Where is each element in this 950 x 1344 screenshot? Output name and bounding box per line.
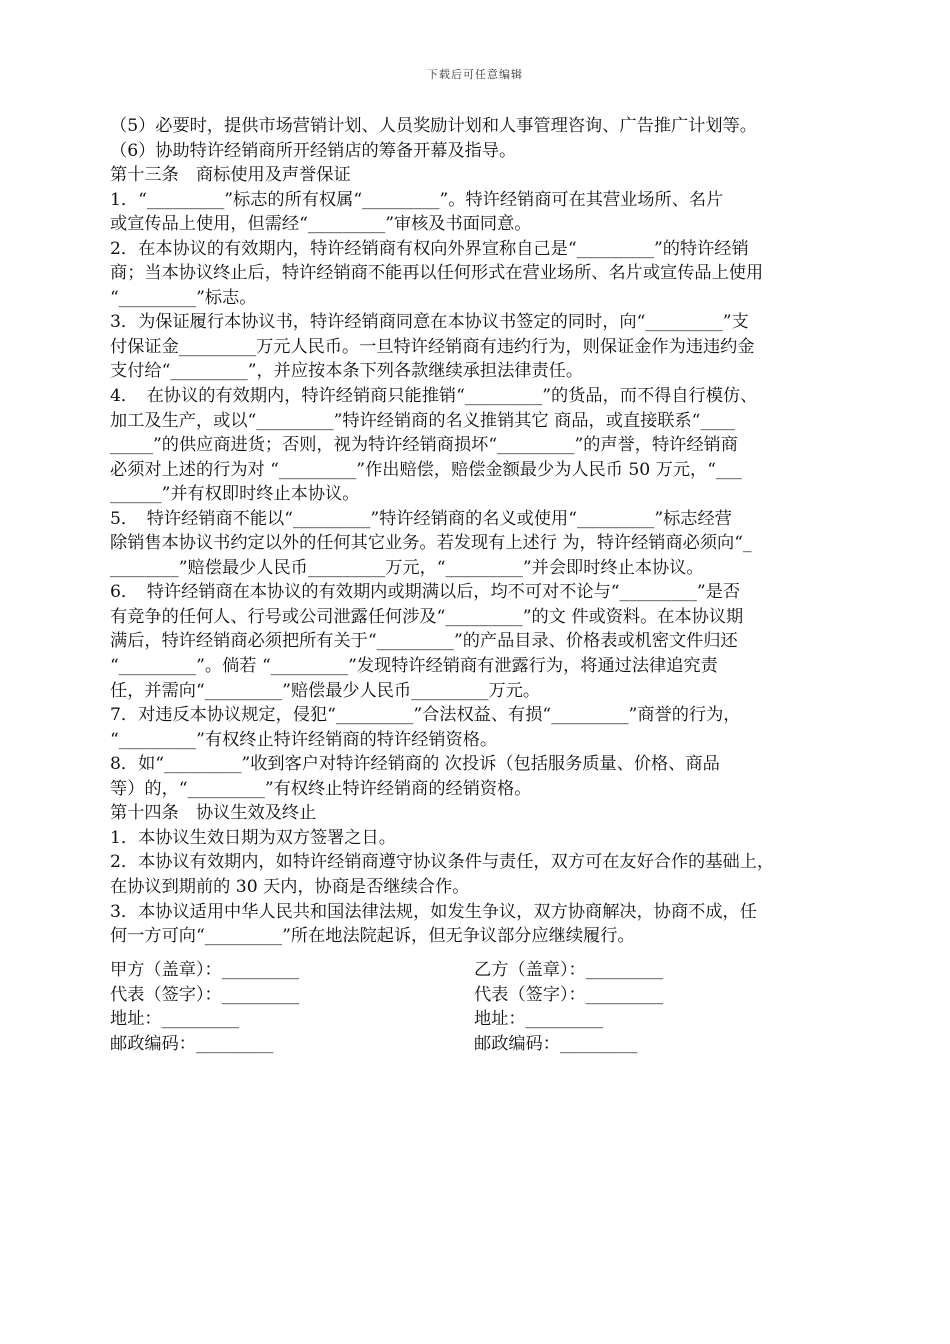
text-line: “_________”标志。 [110,287,257,308]
text-line: 有竞争的任何人、行号或公司泄露任何涉及“_________”的文 件或资料。在本协议期 [110,606,744,627]
text-line: 或宣传品上使用，但需经“_________”审核及书面同意。 [110,214,532,235]
signature-block [110,958,838,1056]
text-line: “_________”有权终止特许经销商的特许经销资格。 [110,729,498,750]
text-line: 2．本协议有效期内，如特许经销商遵守协议条件与责任，双方可在友好合作的基础上， [110,852,775,873]
party-b-postcode: 邮政编码：_________ [474,1033,638,1054]
document-body [110,114,838,949]
party-b-representative: 代表（签字）：_________ [474,984,664,1005]
text-line: 2．在本协议的有效期内，特许经销商有权向外界宣称自己是“_________”的特许经销 [110,238,749,259]
text-line: 3．为保证履行本协议书，特许经销商同意在本协议书签定的同时，向“_________”支 [110,312,749,333]
party-a-seal: 甲方（盖章）：_________ [110,960,300,980]
party-b-address: 地址：_________ [474,1009,603,1030]
text-line: （6）协助特许经销商所开经销店的筹备开幕及指导。 [110,140,517,161]
page-header: 下载后可任意编辑 [427,68,523,81]
text-line: 商；当本协议终止后，特许经销商不能再以任何形式在营业场所、名片或宣传品上使用 [110,263,764,284]
text-line: 加工及生产，或以“_________”特许经销商的名义推销其它 商品，或直接联系“____ [110,410,735,431]
text-line: 5． 特许经销商不能以“_________”特许经销商的名义或使用“_________”标志经营 [110,508,732,529]
text-line: ________”赔偿最少人民币_________万元，“_________”并会即时终止本协议。 [110,557,704,578]
section-heading: 第十三条 商标使用及声誉保证 [110,165,351,186]
text-line: 8．如“_________”收到客户对特许经销商的 次投诉（包括服务质量、价格、商品 [110,754,720,775]
text-line: 付保证金_________万元人民币。一旦特许经销商有违约行为，则保证金作为违违约金 [110,336,755,357]
text-line: _____”的供应商进货；否则，视为特许经销商损坏“_________”的声誉，特许经销商 [110,435,738,456]
signature-row [110,1007,838,1032]
party-a-address: 地址：_________ [110,1009,239,1030]
text-line: 支付给“_________”，并应按本条下列各款继续承担法律责任。 [110,361,584,382]
text-line: 除销售本协议书约定以外的任何其它业务。若发现有上述行 为，特许经销商必须向“_ [110,533,752,554]
text-line: 3．本协议适用中华人民共和国法律法规，如发生争议，双方协商解决，协商不成，任 [110,901,757,922]
text-line: 4． 在协议的有效期内，特许经销商只能推销“_________”的货品，而不得自行模仿、 [110,386,758,407]
text-line: 等）的，“_________”有权终止特许经销商的经销资格。 [110,778,532,799]
text-line: 任，并需向“_________”赔偿最少人民币_________万元。 [110,680,541,701]
text-line: 7．对违反本协议规定，侵犯“_________”合法权益、有损“_________”商誉的行为， [110,705,741,726]
text-line: 1．本协议生效日期为双方签署之日。 [110,827,396,848]
text-line: 在协议到期前的 30 天内，协商是否继续合作。 [110,876,470,897]
party-a-postcode: 邮政编码：_________ [110,1033,274,1054]
text-line: ______”并有权即时终止本协议。 [110,484,360,505]
signature-row [110,1032,838,1057]
text-line: 满后，特许经销商必须把所有关于“_________”的产品目录、价格表或机密文件归还 [110,631,738,652]
text-line: 必须对上述的行为对 “_________”作出赔偿，赔偿金额最少为人民币 50 万元，“___ [110,459,742,480]
text-line: 6． 特许经销商在本协议的有效期内或期满以后，均不可对不论与“_________”是否 [110,582,741,603]
party-a-representative: 代表（签字）：_________ [110,984,300,1005]
section-heading: 第十四条 协议生效及终止 [110,803,317,824]
text-line: （5）必要时，提供市场营销计划、人员奖励计划和人事管理咨询、广告推广计划等。 [110,116,757,136]
text-line: 何一方可向“_________”所在地法院起诉，但无争议部分应继续履行。 [110,926,635,947]
text-line: “_________”。倘若 “_________”发现特许经销商有泄露行为，将通过法律追究责 [110,656,718,677]
party-b-seal: 乙方（盖章）：_________ [474,960,664,980]
signature-row [110,983,838,1008]
text-line: 1．“_________”标志的所有权属“_________”。特许经销商可在其营业场所、名片 [110,189,724,210]
signature-row [110,958,838,983]
